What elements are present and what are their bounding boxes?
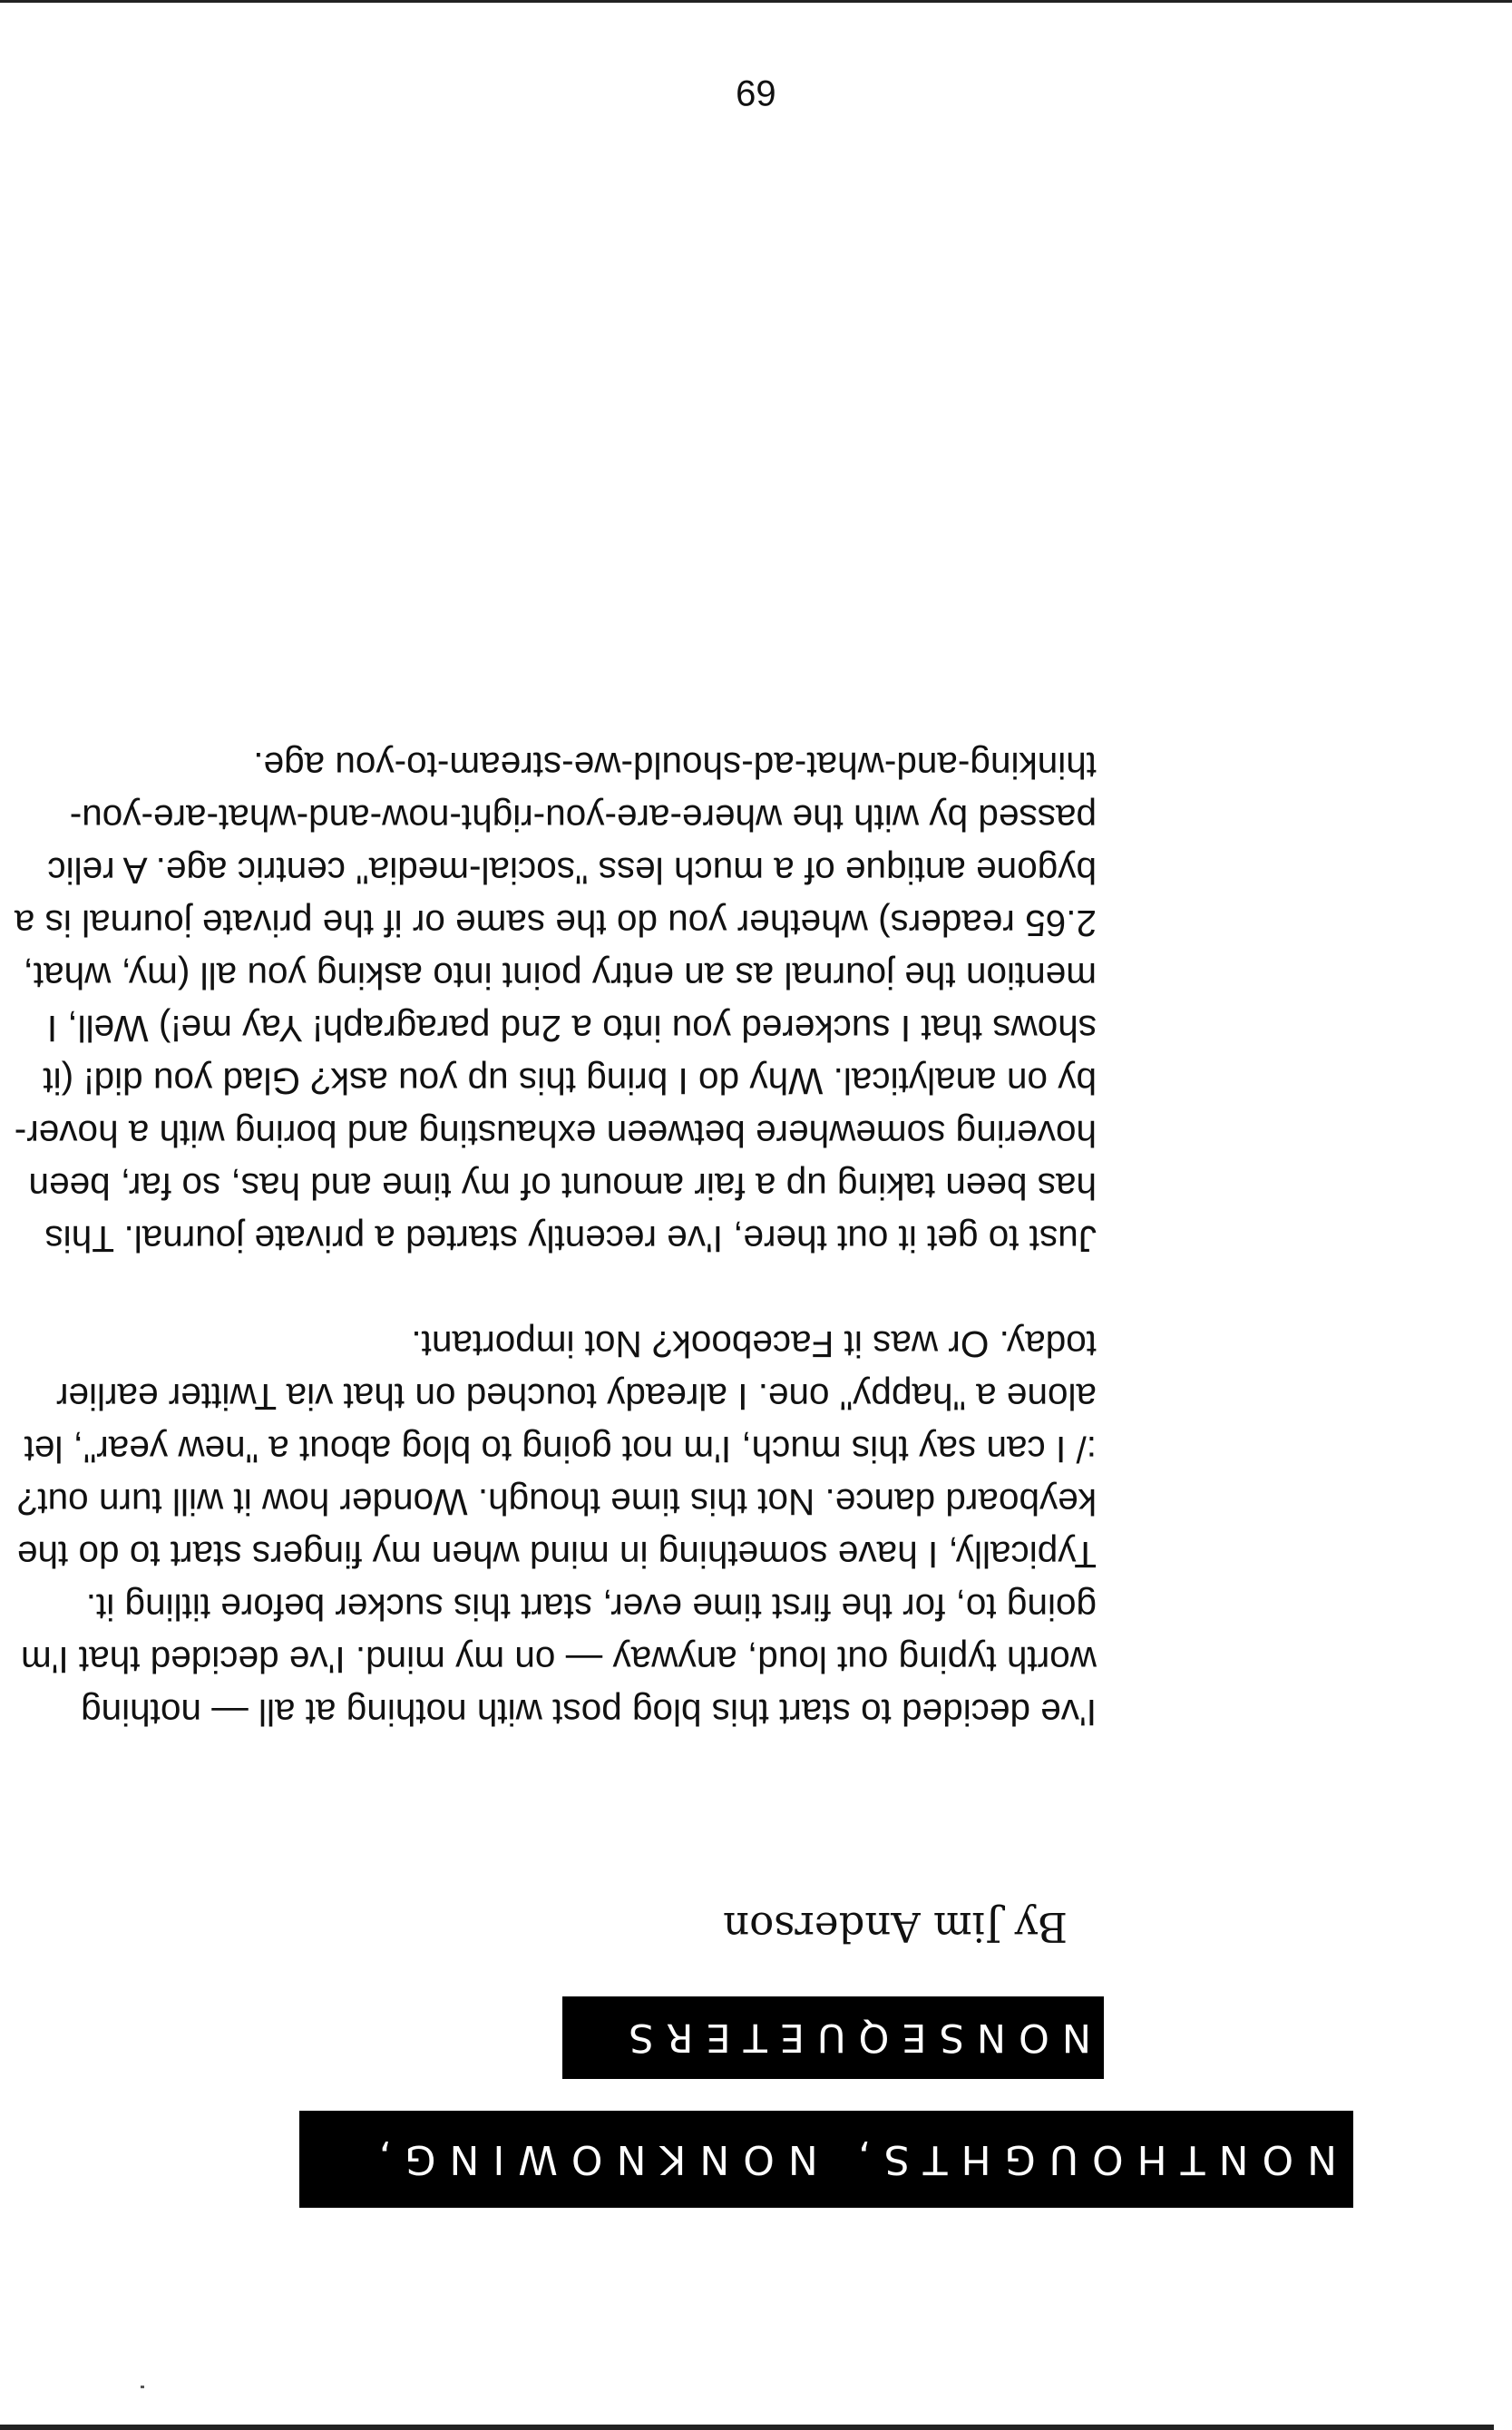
chapter-subtitle: NONSEQUETERS: [616, 2015, 1091, 2061]
chapter-title-band: [299, 2111, 1353, 2208]
bottom-edge-rule: [0, 0, 1512, 3]
page-number: 69: [736, 73, 776, 112]
paragraph-1: I've decided to start this blog post with nothing at all — nothing worth typing out loud, anyway — on my mind. I've decided that I'm going to, for the first time ever, start this sucker before titling it. Typically, I have something in mind when my fingers start to do the keyboard dance. Not this time though. Wonder how it will turn out? :/ I can say this much, I'm not going to blog about a "new year", let alone a "happy" one. I already touched on that via Twitter earlier today. Or was it Facebook? Not important.: [16, 1323, 1097, 1733]
scan-speck: [141, 2386, 144, 2388]
article-body: [13, 739, 1097, 1739]
chapter-title: NONTHOUGHTS, NONKNOWING,: [365, 2136, 1337, 2182]
chapter-subtitle-band: [562, 1996, 1104, 2079]
top-edge-rule: [0, 2425, 1494, 2430]
byline: By Jim Anderson: [723, 1903, 1068, 1951]
paragraph-2: Just to get it out there, I've recently started a private journal. This has been taking up a fair amount of my time and has, so far, been hovering somewhere between exhausting and boring with a hover-by on analytical. Why do I bring this up you ask? Glad you did! (it shows that I suckered you into a 2nd paragraph! Yay me!) Well, I mention the journal as an entry point into asking you all (my, what, 2.65 readers) whether you do the same or if the private journal is a bygone antique of a much less "social-media" centric age. A relic passed by with the where-are-you-right-now-and-what-are-you-thinking-and-what-ad-should-we-stream-to-you age.: [14, 745, 1097, 1260]
